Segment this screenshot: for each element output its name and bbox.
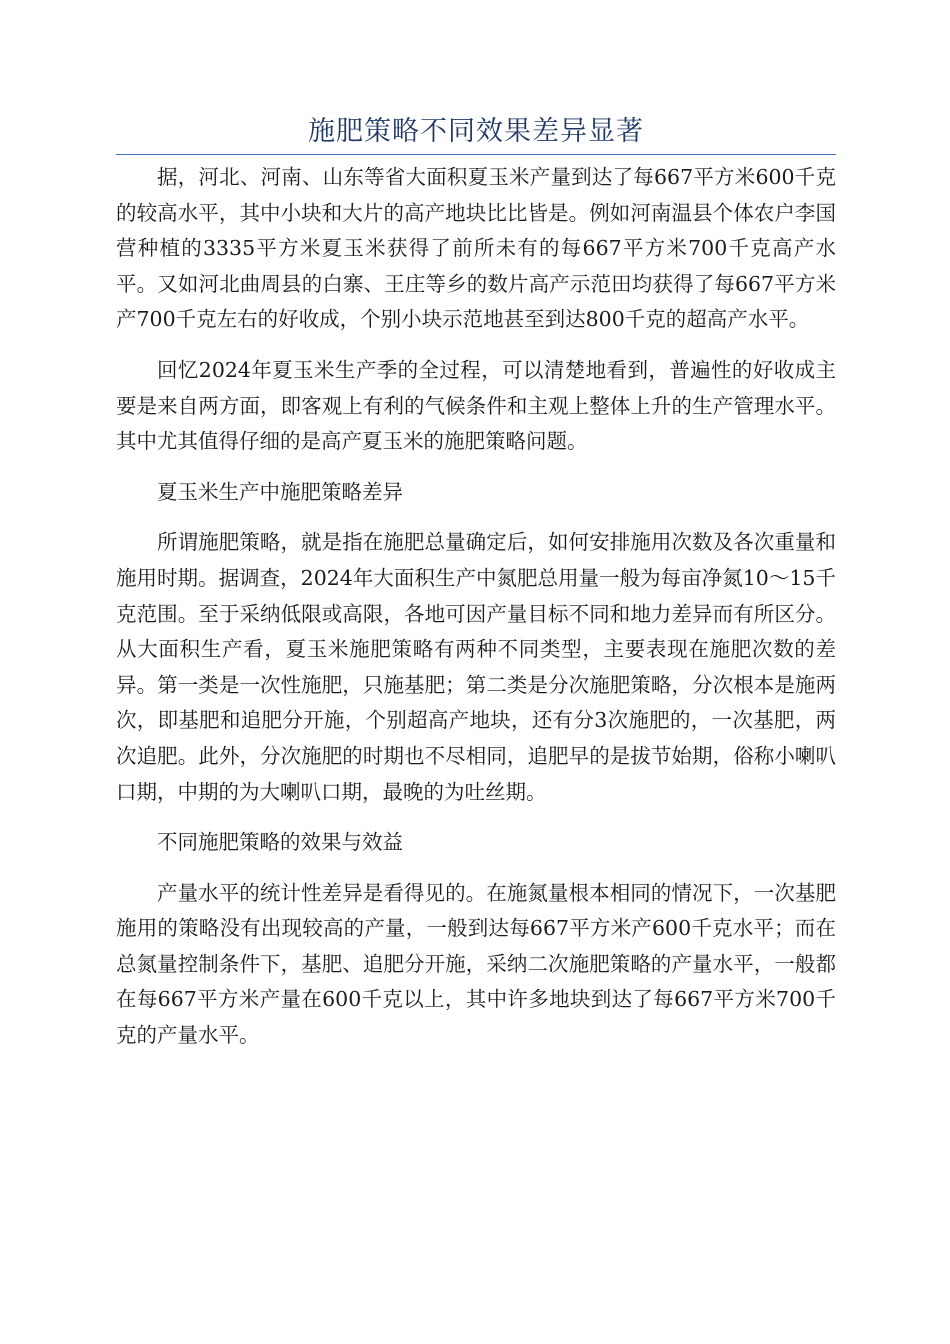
paragraph-strategy-definition: 所谓施肥策略，就是指在施肥总量确定后，如何安排施用次数及各次重量和施用时期。据调查，2024年大面积生产中氮肥总用量一般为每亩净氮10～15千克范围。至于采纳低限或高限，各地可因产量目标不同和地力差异而有所区分。从大面积生产看，夏玉米施肥策略有两种不同类型，主要表现在施肥次数的差异。第一类是一次性施肥，只施基肥；第二类是分次施肥策略，分次根本是施两次，即基肥和追肥分开施，个别超高产地块，还有分3次施肥的，一次基肥，两次追肥。此外，分次施肥的时期也不尽相同，追肥早的是拔节始期，俗称小喇叭口期，中期的为大喇叭口期，最晚的为吐丝期。 xyxy=(116,530,836,804)
document-body xyxy=(116,160,836,1054)
document-title: 施肥策略不同效果差异显著 xyxy=(308,116,644,147)
title-underline xyxy=(116,154,836,155)
paragraph-yield-differences: 产量水平的统计性差异是看得见的。在施氮量根本相同的情况下，一次基肥施用的策略没有出现较高的产量，一般到达每667平方米产600千克水平；而在总氮量控制条件下，基肥、追肥分开施，采纳二次施肥策略的产量水平，一般都在每667平方米产量在600千克以上，其中许多地块到达了每667平方米700千克的产量水平。 xyxy=(116,880,836,1048)
section-heading-effects-benefits: 不同施肥策略的效果与效益 xyxy=(157,830,403,855)
paragraph-season-review: 回忆2024年夏玉米生产季的全过程，可以清楚地看到，普遍性的好收成主要是来自两方面，即客观上有利的气候条件和主观上整体上升的生产管理水平。其中尤其值得仔细的是高产夏玉米的施肥策略问题。 xyxy=(116,357,836,454)
section-heading-strategy-difference: 夏玉米生产中施肥策略差异 xyxy=(157,479,403,504)
paragraph-yield-overview: 据，河北、河南、山东等省大面积夏玉米产量到达了每667平方米600千克的较高水平，其中小块和大片的高产地块比比皆是。例如河南温县个体农户李国营种植的3335平方米夏玉米获得了前所未有的每667平方米700千克高产水平。又如河北曲周县的白寨、王庄等乡的数片高产示范田均获得了每667平方米产700千克左右的好收成，个别小块示范地甚至到达800千克的超高产水平。 xyxy=(116,165,836,332)
